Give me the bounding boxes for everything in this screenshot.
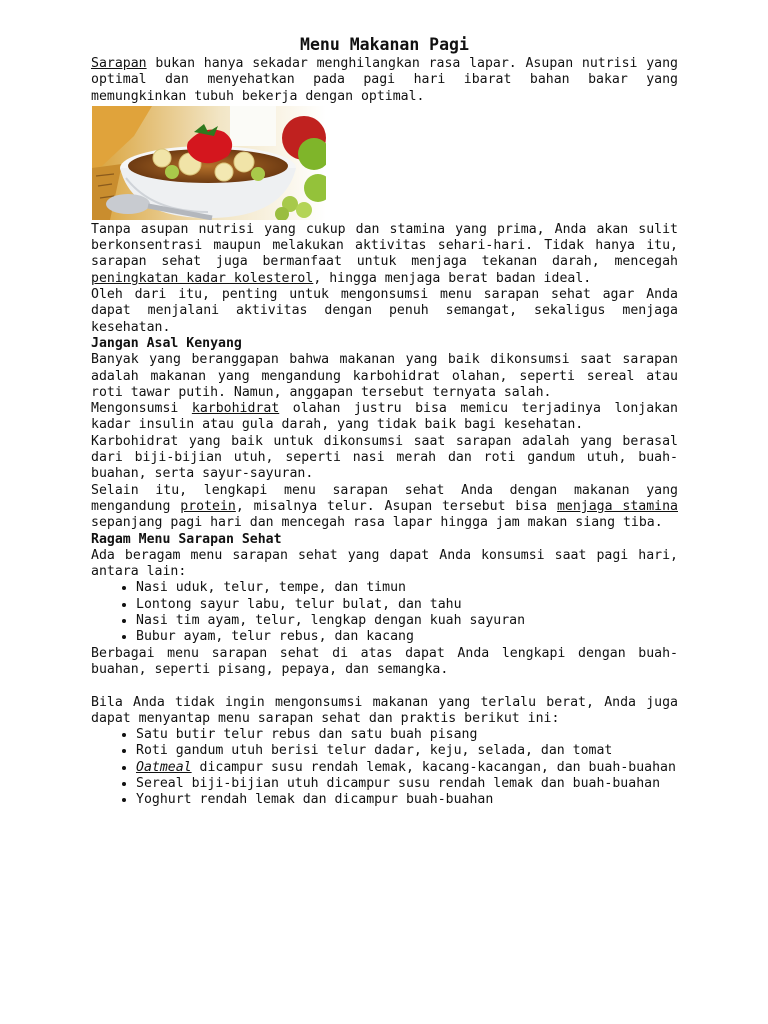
blank-line [91, 678, 678, 694]
menjaga-stamina-link[interactable]: menjaga stamina [556, 498, 678, 514]
paragraph-7: Ada beragam menu sarapan sehat yang dapat Anda konsumsi saat pagi hari, antara lain: [91, 547, 678, 580]
list-item: • Bubur ayam, telur rebus, dan kacang [136, 629, 678, 645]
paragraph-1 [91, 222, 678, 287]
list-item: • Lontong sayur labu, telur bulat, dan tahu [136, 597, 678, 613]
oatmeal-link[interactable] [136, 760, 192, 775]
menu-list-1 [91, 580, 678, 645]
list-item: • Nasi tim ayam, telur, lengkap dengan kuah sayuran [136, 613, 678, 629]
heading-jangan-asal-kenyang: Jangan Asal Kenyang [91, 335, 242, 351]
sarapan-link[interactable]: Sarapan [91, 56, 147, 71]
paragraph-8: Berbagai menu sarapan sehat di atas dapat Anda lengkapi dengan buah-buahan, seperti pisang, pepaya, dan semangka. [91, 645, 678, 677]
paragraph-6-text-b: , misalnya telur. Asupan tersebut bisa [235, 498, 557, 514]
list-item: • Yoghurt rendah lemak dan dicampur buah-buahan [136, 792, 678, 808]
list-item: • Nasi uduk, telur, tempe, dan timun [136, 580, 678, 596]
kolesterol-link[interactable]: peningkatan kadar kolesterol [91, 270, 314, 286]
breakfast-photo [92, 106, 326, 220]
paragraph-5: Karbohidrat yang baik untuk dikonsumsi saat sarapan adalah yang berasal dari biji-bijian utuh, seperti nasi merah dan roti gandum utuh, buah-buahan, serta sayur-sayuran. [91, 433, 678, 482]
list-item [136, 760, 678, 776]
paragraph-6-text-a: Selain itu, lengkapi menu sarapan sehat Anda dengan makanan yang mengandung [91, 482, 678, 514]
karbohidrat-link[interactable]: karbohidrat [191, 401, 280, 417]
paragraph-9: Bila Anda tidak ingin mengonsumsi makanan yang terlalu berat, Anda juga dapat menyantap menu sarapan sehat dan praktis berikut ini: [91, 694, 678, 726]
paragraph-6 [91, 483, 678, 532]
list-item-text: dicampur susu rendah lemak, kacang-kacangan, dan buah-buahan [191, 759, 676, 775]
heading-ragam-menu: Ragam Menu Sarapan Sehat [91, 531, 282, 547]
paragraph-1-text-b: , hingga menjaga berat badan ideal. [313, 270, 592, 286]
paragraph-4-text-a: Mengonsumsi [91, 401, 192, 417]
list-item: • Satu butir telur rebus dan satu buah pisang [136, 727, 678, 743]
page-title: Menu Makanan Pagi [300, 35, 469, 54]
list-item: • Roti gandum utuh berisi telur dadar, keju, selada, dan tomat [136, 743, 678, 759]
paragraph-3: Banyak yang beranggapan bahwa makanan yang baik dikonsumsi saat sarapan adalah makanan yang mengandung karbohidrat olahan, seperti sereal atau roti tawar putih. Namun, anggapan tersebut ternyata salah. [91, 352, 678, 400]
intro-text: bukan hanya sekadar menghilangkan rasa lapar. Asupan nutrisi yang optimal dan menyehatkan pada pagi hari ibarat bahan bakar yang memungkinkan tubuh bekerja dengan optimal. [91, 56, 678, 104]
protein-link[interactable]: protein [180, 498, 236, 514]
paragraph-6-text-c: sepanjang pagi hari dan mencegah rasa lapar hingga jam makan siang tiba. [91, 515, 663, 531]
intro-paragraph [91, 56, 678, 105]
oatmeal-link-text: Oatmeal [136, 759, 192, 775]
menu-list-2 [91, 727, 678, 808]
paragraph-4-text-b: olahan justru bisa memicu terjadinya lonjakan kadar insulin atau gula darah, yang tidak baik bagi kesehatan. [91, 401, 678, 433]
list-item: • Sereal biji-bijian utuh dicampur susu rendah lemak dan buah-buahan [136, 776, 678, 792]
paragraph-2: Oleh dari itu, penting untuk mengonsumsi menu sarapan sehat agar Anda dapat menjalani aktivitas dengan penuh semangat, sekaligus menjaga kesehatan. [91, 287, 678, 335]
paragraph-4 [91, 401, 678, 434]
document-page [91, 34, 678, 809]
paragraph-1-text-a: Tanpa asupan nutrisi yang cukup dan stamina yang prima, Anda akan sulit berkonsentrasi maupun melakukan aktivitas sehari-hari. Tidak hanya itu, sarapan sehat juga bermanfaat untuk menjaga tekanan darah, mencegah [91, 221, 678, 270]
